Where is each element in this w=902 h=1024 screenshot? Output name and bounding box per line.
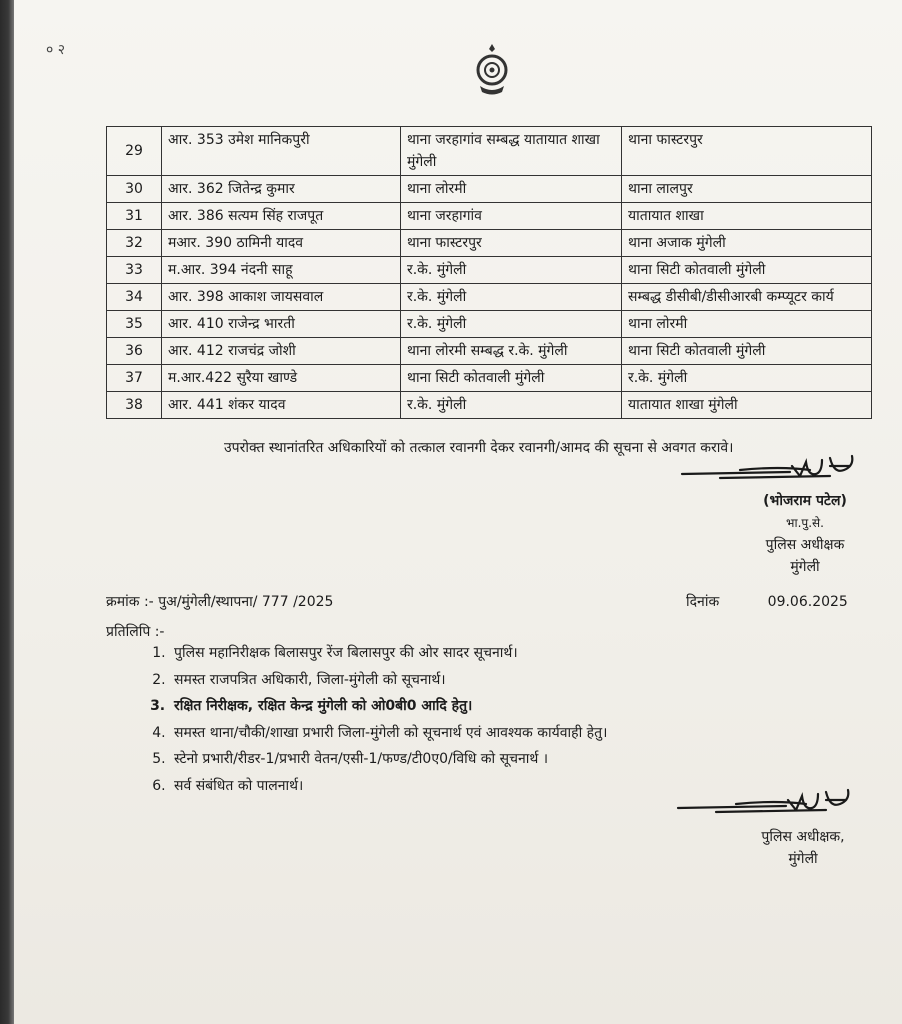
to-cell: थाना सिटी कोतवाली मुंगेली: [622, 338, 872, 365]
table-row: [107, 257, 872, 284]
list-item: 2. समस्त राजपत्रित अधिकारी, जिला-मुंगेली को सूचनार्थ।: [170, 667, 870, 694]
serial-cell: 35: [107, 311, 162, 338]
to-cell: सम्बद्ध डीसीबी/डीसीआरबी कम्प्यूटर कार्य: [622, 284, 872, 311]
name-cell: म.आर. 394 नंदनी साहू: [162, 257, 401, 284]
signatory-designation: पुलिस अधीक्षक: [765, 537, 845, 553]
reference-value: पुअ/मुंगेली/स्थापना/ 777 /2025: [158, 594, 334, 610]
from-cell: थाना जरहागांव सम्बद्ध यातायात शाखा मुंगेली: [401, 127, 622, 176]
table-row: [107, 365, 872, 392]
serial-cell: 36: [107, 338, 162, 365]
table-row: [107, 176, 872, 203]
from-cell: थाना लोरमी: [401, 176, 622, 203]
to-cell: थाना लालपुर: [622, 176, 872, 203]
name-cell: म.आर.422 सुरैया खाण्डे: [162, 365, 401, 392]
table-row: [107, 392, 872, 419]
to-cell: थाना अजाक मुंगेली: [622, 230, 872, 257]
signatory-district: मुंगेली: [790, 559, 820, 575]
table-row: [107, 338, 872, 365]
to-cell: थाना सिटी कोतवाली मुंगेली: [622, 257, 872, 284]
serial-cell: 32: [107, 230, 162, 257]
serial-cell: 29: [107, 127, 162, 176]
table-row: [107, 203, 872, 230]
to-cell: यातायात शाखा: [622, 203, 872, 230]
from-cell: थाना फास्टरपुर: [401, 230, 622, 257]
name-cell: आर. 441 शंकर यादव: [162, 392, 401, 419]
signatory-name: (भोजराम पटेल): [763, 493, 847, 509]
from-cell: र.के. मुंगेली: [401, 392, 622, 419]
list-item: 1. पुलिस महानिरीक्षक बिलासपुर रेंज बिलासपुर की ओर सादर सूचनार्थ।: [170, 640, 870, 667]
name-cell: मआर. 390 ठामिनी यादव: [162, 230, 401, 257]
date-value: 09.06.2025: [767, 594, 848, 610]
serial-cell: 33: [107, 257, 162, 284]
table-row: [107, 311, 872, 338]
scan-edge: [0, 0, 14, 1024]
copy-list: [146, 640, 870, 799]
police-emblem-icon: [474, 42, 510, 100]
serial-cell: 37: [107, 365, 162, 392]
name-cell: आर. 362 जितेन्द्र कुमार: [162, 176, 401, 203]
from-cell: थाना जरहागांव: [401, 203, 622, 230]
from-cell: र.के. मुंगेली: [401, 311, 622, 338]
date-label: दिनांक: [686, 594, 720, 610]
signatory2-designation: पुलिस अधीक्षक,: [761, 829, 845, 845]
reference-number: [106, 592, 333, 611]
name-cell: आर. 412 राजचंद्र जोशी: [162, 338, 401, 365]
to-cell: थाना फास्टरपुर: [622, 127, 872, 176]
serial-cell: 38: [107, 392, 162, 419]
from-cell: थाना लोरमी सम्बद्ध र.के. मुंगेली: [401, 338, 622, 365]
page-mark: ० २: [46, 42, 66, 58]
from-cell: र.के. मुंगेली: [401, 284, 622, 311]
reference-label: क्रमांक :-: [106, 594, 154, 610]
list-item: 3. रक्षित निरीक्षक, रक्षित केन्द्र मुंगेली को ओ0बी0 आदि हेतु।: [170, 693, 870, 720]
to-cell: थाना लोरमी: [622, 311, 872, 338]
list-item: 4. समस्त थाना/चौकी/शाखा प्रभारी जिला-मुंगेली को सूचनार्थ एवं आवश्यक कार्यवाही हेतु।: [170, 720, 870, 747]
table-row: [107, 230, 872, 257]
date-line: [686, 592, 848, 611]
name-cell: आर. 410 राजेन्द्र भारती: [162, 311, 401, 338]
name-cell: आर. 353 उमेश मानिकपुरी: [162, 127, 401, 176]
serial-cell: 34: [107, 284, 162, 311]
instruction-text: उपरोक्त स्थानांतरित अधिकारियों को तत्काल रवानगी देकर रवानगी/आमद की सूचना से अवगत करावे।: [224, 440, 734, 456]
transfer-table: [106, 126, 872, 419]
name-cell: आर. 398 आकाश जायसवाल: [162, 284, 401, 311]
serial-cell: 31: [107, 203, 162, 230]
signatory2-district: मुंगेली: [788, 851, 818, 867]
signatory-block-2: [748, 826, 858, 870]
name-cell: आर. 386 सत्यम सिंह राजपूत: [162, 203, 401, 230]
signatory-service: भा.पु.से.: [786, 516, 824, 530]
table-row: [107, 127, 872, 176]
to-cell: यातायात शाखा मुंगेली: [622, 392, 872, 419]
to-cell: र.के. मुंगेली: [622, 365, 872, 392]
copy-label: प्रतिलिपि :-: [106, 624, 165, 640]
signatory-block: [730, 490, 880, 578]
serial-cell: 30: [107, 176, 162, 203]
from-cell: र.के. मुंगेली: [401, 257, 622, 284]
table-row: [107, 284, 872, 311]
signature-icon: [676, 786, 866, 822]
list-item: 5. स्टेनो प्रभारी/रीडर-1/प्रभारी वेतन/एसी-1/फण्ड/टी0ए0/विधि को सूचनार्थ ।: [170, 746, 870, 773]
from-cell: थाना सिटी कोतवाली मुंगेली: [401, 365, 622, 392]
signature-icon: [680, 452, 870, 488]
list-item: 6. सर्व संबंधित को पालनार्थ।: [170, 773, 870, 800]
